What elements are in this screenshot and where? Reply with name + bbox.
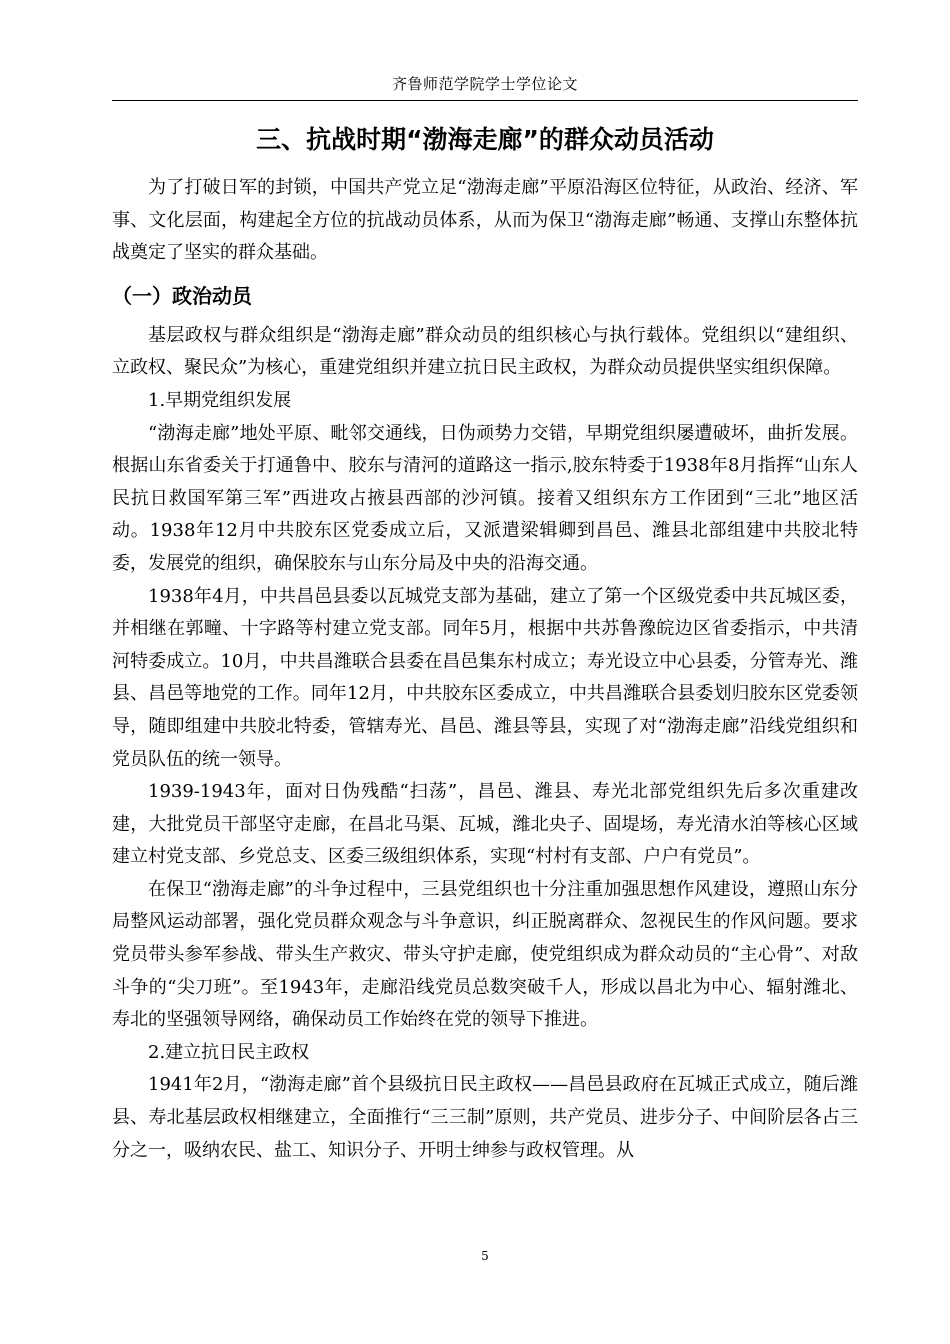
section-heading-political-mobilization: （一）政治动员 xyxy=(112,283,252,308)
header-divider xyxy=(112,100,858,101)
chapter-title: 三、抗战时期“渤海走廊”的群众动员活动 xyxy=(256,125,714,154)
subsection-heading-early-party: 1.早期党组织发展 xyxy=(148,389,292,411)
paragraph: 在保卫“渤海走廊”的斗争过程中，三县党组织也十分注重加强思想作风建设，遵照山东分局整风运动部署，强化党员群众观念与斗争意识，纠正脱离群众、忽视民生的作风问题。要求党员带头参军参战、带头生产救灾、带头守护走廊，使党组织成为群众动员的“主心骨”、对敌斗争的“尖刀班”。至1943年，走廊沿线党员总数突破千人，形成以昌北为中心、辐射潍北、寿北的坚强领导网络，确保动员工作始终在党的领导下推进。 xyxy=(112,878,858,1031)
paragraph: “渤海走廊”地处平原、毗邻交通线，日伪顽势力交错，早期党组织屡遭破坏，曲折发展。根据山东省委关于打通鲁中、胶东与清河的道路这一指示,胶东特委于1938年8月指挥“山东人民抗日救国军第三军”西进攻占掖县西部的沙河镇。接着又组织东方工作团到“三北”地区活动。1938年12月中共胶东区党委成立后，又派遣梁辑卿到昌邑、潍县北部组建中共胶北特委，发展党的组织，确保胶东与山东分局及中央的沿海交通。 xyxy=(112,422,858,574)
section-intro-paragraph: 基层政权与群众组织是“渤海走廊”群众动员的组织核心与执行载体。党组织以“建组织、立政权、聚民众”为核心，重建党组织并建立抗日民主政权，为群众动员提供坚实组织保障。 xyxy=(112,324,858,379)
subsection-heading-democratic-regime: 2.建立抗日民主政权 xyxy=(148,1041,310,1063)
paragraph: 1939-1943年，面对日伪残酷“扫荡”，昌邑、潍县、寿光北部党组织先后多次重建改建，大批党员干部坚守走廊，在昌北马渠、瓦城，潍北央子、固堤场，寿光清水泊等核心区域建立村党支部、乡党总支、区委三级组织体系，实现“村村有支部、户户有党员”。 xyxy=(112,781,858,868)
body-text xyxy=(112,172,858,1167)
paragraph: 1938年4月，中共昌邑县委以瓦城党支部为基础，建立了第一个区级党委中共瓦城区委，并相继在郭疃、十字路等村建立党支部。同年5月，根据中共苏鲁豫皖边区省委指示，中共清河特委成立。10月，中共昌潍联合县委在昌邑集东村成立；寿光设立中心县委，分管寿光、潍县、昌邑等地党的工作。同年12月，中共胶东区委成立，中共昌潍联合县委划归胶东区党委领导，随即组建中共胶北特委，管辖寿光、昌邑、潍县等县，实现了对“渤海走廊”沿线党组织和党员队伍的统一领导。 xyxy=(112,585,858,770)
paragraph: 1941年2月，“渤海走廊”首个县级抗日民主政权——昌邑县政府在瓦城正式成立，随后潍县、寿北基层政权相继建立，全面推行“三三制”原则，共产党员、进步分子、中间阶层各占三分之一，吸纳农民、盐工、知识分子、开明士绅参与政权管理。从 xyxy=(112,1074,858,1161)
running-header: 齐鲁师范学院学士学位论文 xyxy=(391,75,578,93)
page-number: 5 xyxy=(481,1249,489,1263)
chapter-intro-paragraph: 为了打破日军的封锁，中国共产党立足“渤海走廊”平原沿海区位特征，从政治、经济、军事、文化层面，构建起全方位的抗战动员体系，从而为保卫“渤海走廊”畅通、支撑山东整体抗战奠定了坚实的群众基础。 xyxy=(112,177,858,264)
